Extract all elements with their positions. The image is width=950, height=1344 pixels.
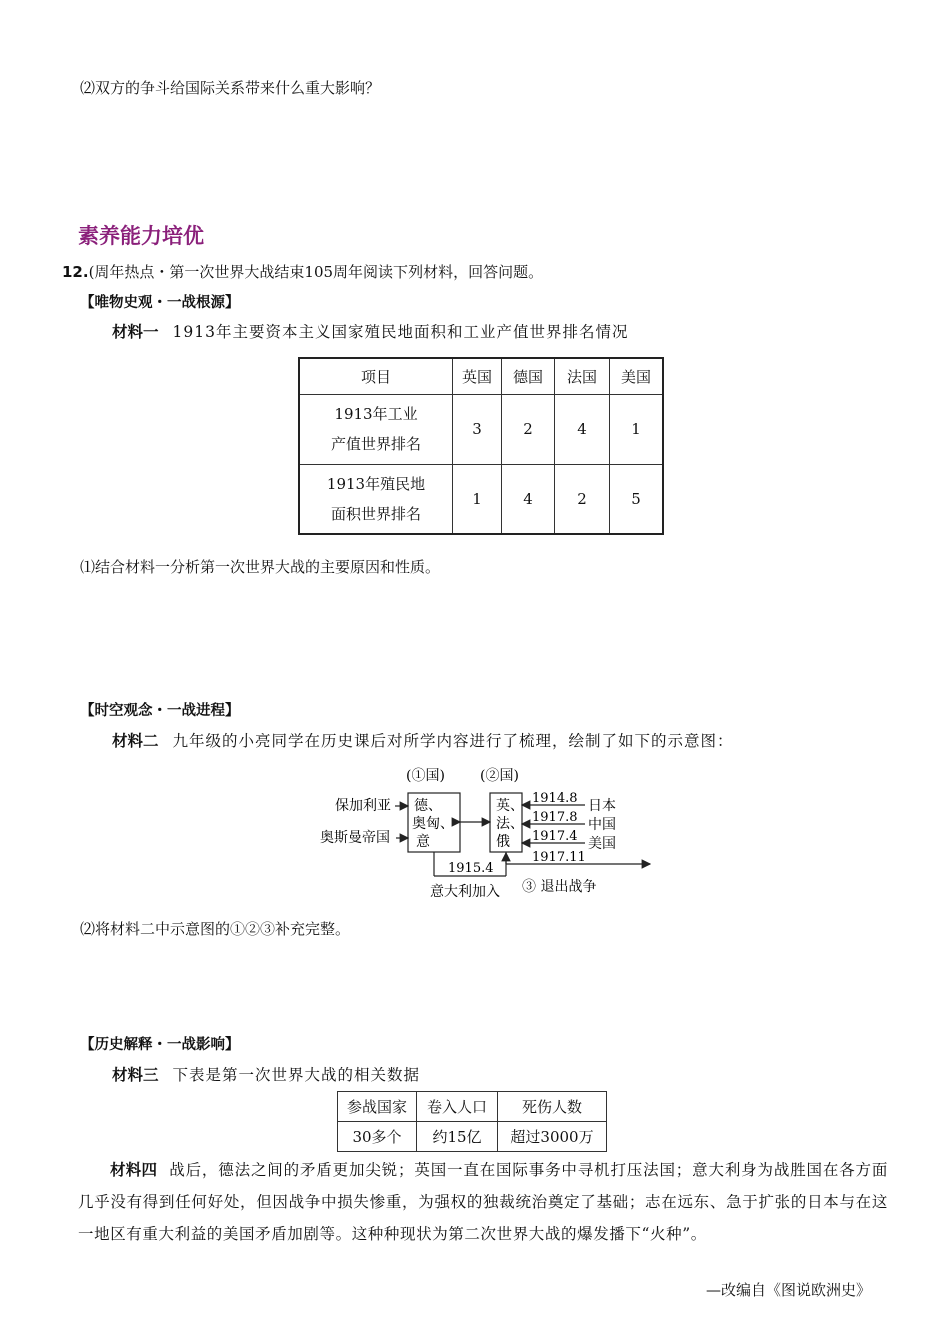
entente-line: 俄 bbox=[496, 834, 510, 850]
q12-stem-text: (周年热点・第一次世界大战结束105周年阅读下列材料，回答问题。 bbox=[88, 263, 544, 281]
exit-label: ③ 退出战争 bbox=[522, 879, 597, 895]
material2-label: 材料二 bbox=[112, 732, 159, 750]
central-powers-line: 奥匈、 bbox=[412, 816, 454, 832]
material3 bbox=[112, 1063, 420, 1085]
entente-line: 英、 bbox=[496, 798, 524, 814]
material4 bbox=[78, 1154, 888, 1250]
table1-header: 美国 bbox=[610, 358, 664, 394]
table-colony-industry bbox=[298, 357, 664, 535]
table-row bbox=[299, 394, 663, 464]
material1-text: 1913年主要资本主义国家殖民地面积和工业产值世界排名情况 bbox=[172, 323, 629, 341]
material2-text: 九年级的小亮同学在历史课后对所学内容进行了梳理，绘制了如下的示意图： bbox=[172, 732, 734, 750]
join-date: 1914.8 bbox=[532, 791, 578, 806]
q12-part1-question: ⑴结合材料一分析第一次世界大战的主要原因和性质。 bbox=[80, 558, 441, 576]
table-row bbox=[338, 1092, 607, 1122]
table2-header: 参战国家 bbox=[338, 1092, 417, 1122]
italy-date: 1915.4 bbox=[448, 861, 494, 876]
material1-label: 材料一 bbox=[112, 323, 159, 341]
table1-row-label-line: 1913年工业 bbox=[334, 405, 418, 423]
material4-text: 战后，德法之间的矛盾更加尖锐；英国一直在国际事务中寻机打压法国；意大利身为战胜国在各方面几乎没有得到任何好处，但因战争中损失惨重，为强权的独裁统治奠定了基础；志在远东、急于扩张的日本与在这一地区有重大利益的美国矛盾加剧等。这种种现状为第二次世界大战的爆发播下“火种”。 bbox=[78, 1161, 888, 1243]
material1 bbox=[112, 320, 628, 342]
material4-label: 材料四 bbox=[110, 1161, 158, 1179]
q12-number: 12. bbox=[62, 263, 89, 281]
table1-cell: 3 bbox=[453, 394, 502, 464]
table1-cell: 2 bbox=[555, 464, 610, 534]
table1-row-label-line: 1913年殖民地 bbox=[326, 474, 426, 493]
left-ally: 保加利亚 bbox=[335, 798, 391, 814]
join-country: 日本 bbox=[588, 798, 616, 814]
table1-cell: 2 bbox=[502, 394, 555, 464]
table1-header: 英国 bbox=[453, 358, 502, 394]
table2-cell: 30多个 bbox=[338, 1122, 417, 1152]
material3-label: 材料三 bbox=[112, 1066, 159, 1084]
table1-row-label-line: 产值世界排名 bbox=[330, 435, 421, 453]
table1-cell: 1 bbox=[610, 394, 664, 464]
diagram-right-group-label: (②国) bbox=[480, 768, 519, 784]
table2-header: 卷入人口 bbox=[417, 1092, 498, 1122]
join-country: 中国 bbox=[588, 817, 616, 833]
material4-source: —改编自《图说欧洲史》 bbox=[706, 1281, 872, 1299]
tag-interpretation: 【历史解释・一战影响】 bbox=[80, 1037, 240, 1053]
join-date: 1917.8 bbox=[532, 810, 578, 825]
table1-cell: 4 bbox=[555, 394, 610, 464]
q11-part2-question: ⑵双方的争斗给国际关系带来什么重大影响？ bbox=[80, 79, 381, 97]
table1-row-label-line: 面积世界排名 bbox=[330, 504, 421, 523]
table-row bbox=[338, 1122, 607, 1152]
table2-cell: 约15亿 bbox=[417, 1122, 498, 1152]
exit-date: 1917.11 bbox=[532, 850, 586, 865]
central-powers-line: 意 bbox=[416, 834, 430, 850]
tag-spacetime: 【时空观念・一战进程】 bbox=[80, 703, 240, 719]
section-title: 素养能力培优 bbox=[78, 224, 204, 248]
table1-cell: 1 bbox=[453, 464, 502, 534]
diagram-left-group-label: (①国) bbox=[406, 768, 445, 784]
table1-row-label bbox=[299, 394, 453, 464]
entente-line: 法、 bbox=[496, 816, 524, 832]
material2 bbox=[112, 729, 734, 751]
table1-header: 德国 bbox=[502, 358, 555, 394]
tag-materialism: 【唯物史观・一战根源】 bbox=[80, 295, 240, 311]
central-powers-line: 德、 bbox=[414, 798, 442, 814]
join-date: 1917.4 bbox=[532, 829, 578, 844]
table1-header: 项目 bbox=[299, 358, 453, 394]
table2-header: 死伤人数 bbox=[498, 1092, 607, 1122]
join-country: 美国 bbox=[588, 836, 616, 852]
q12-stem bbox=[62, 261, 543, 282]
table1-row-label bbox=[299, 464, 453, 534]
table-war-data bbox=[337, 1091, 607, 1152]
material3-text: 下表是第一次世界大战的相关数据 bbox=[172, 1066, 421, 1084]
table1-cell: 5 bbox=[610, 464, 664, 534]
left-ally: 奥斯曼帝国 bbox=[320, 830, 390, 846]
table1-header: 法国 bbox=[555, 358, 610, 394]
table2-cell: 超过3000万 bbox=[498, 1122, 607, 1152]
table1-cell: 4 bbox=[502, 464, 555, 534]
q12-part2-question: ⑵将材料二中示意图的①②③补充完整。 bbox=[80, 920, 351, 938]
italy-label: 意大利加入 bbox=[430, 884, 500, 900]
ww1-diagram bbox=[300, 760, 660, 906]
table-row bbox=[299, 464, 663, 534]
